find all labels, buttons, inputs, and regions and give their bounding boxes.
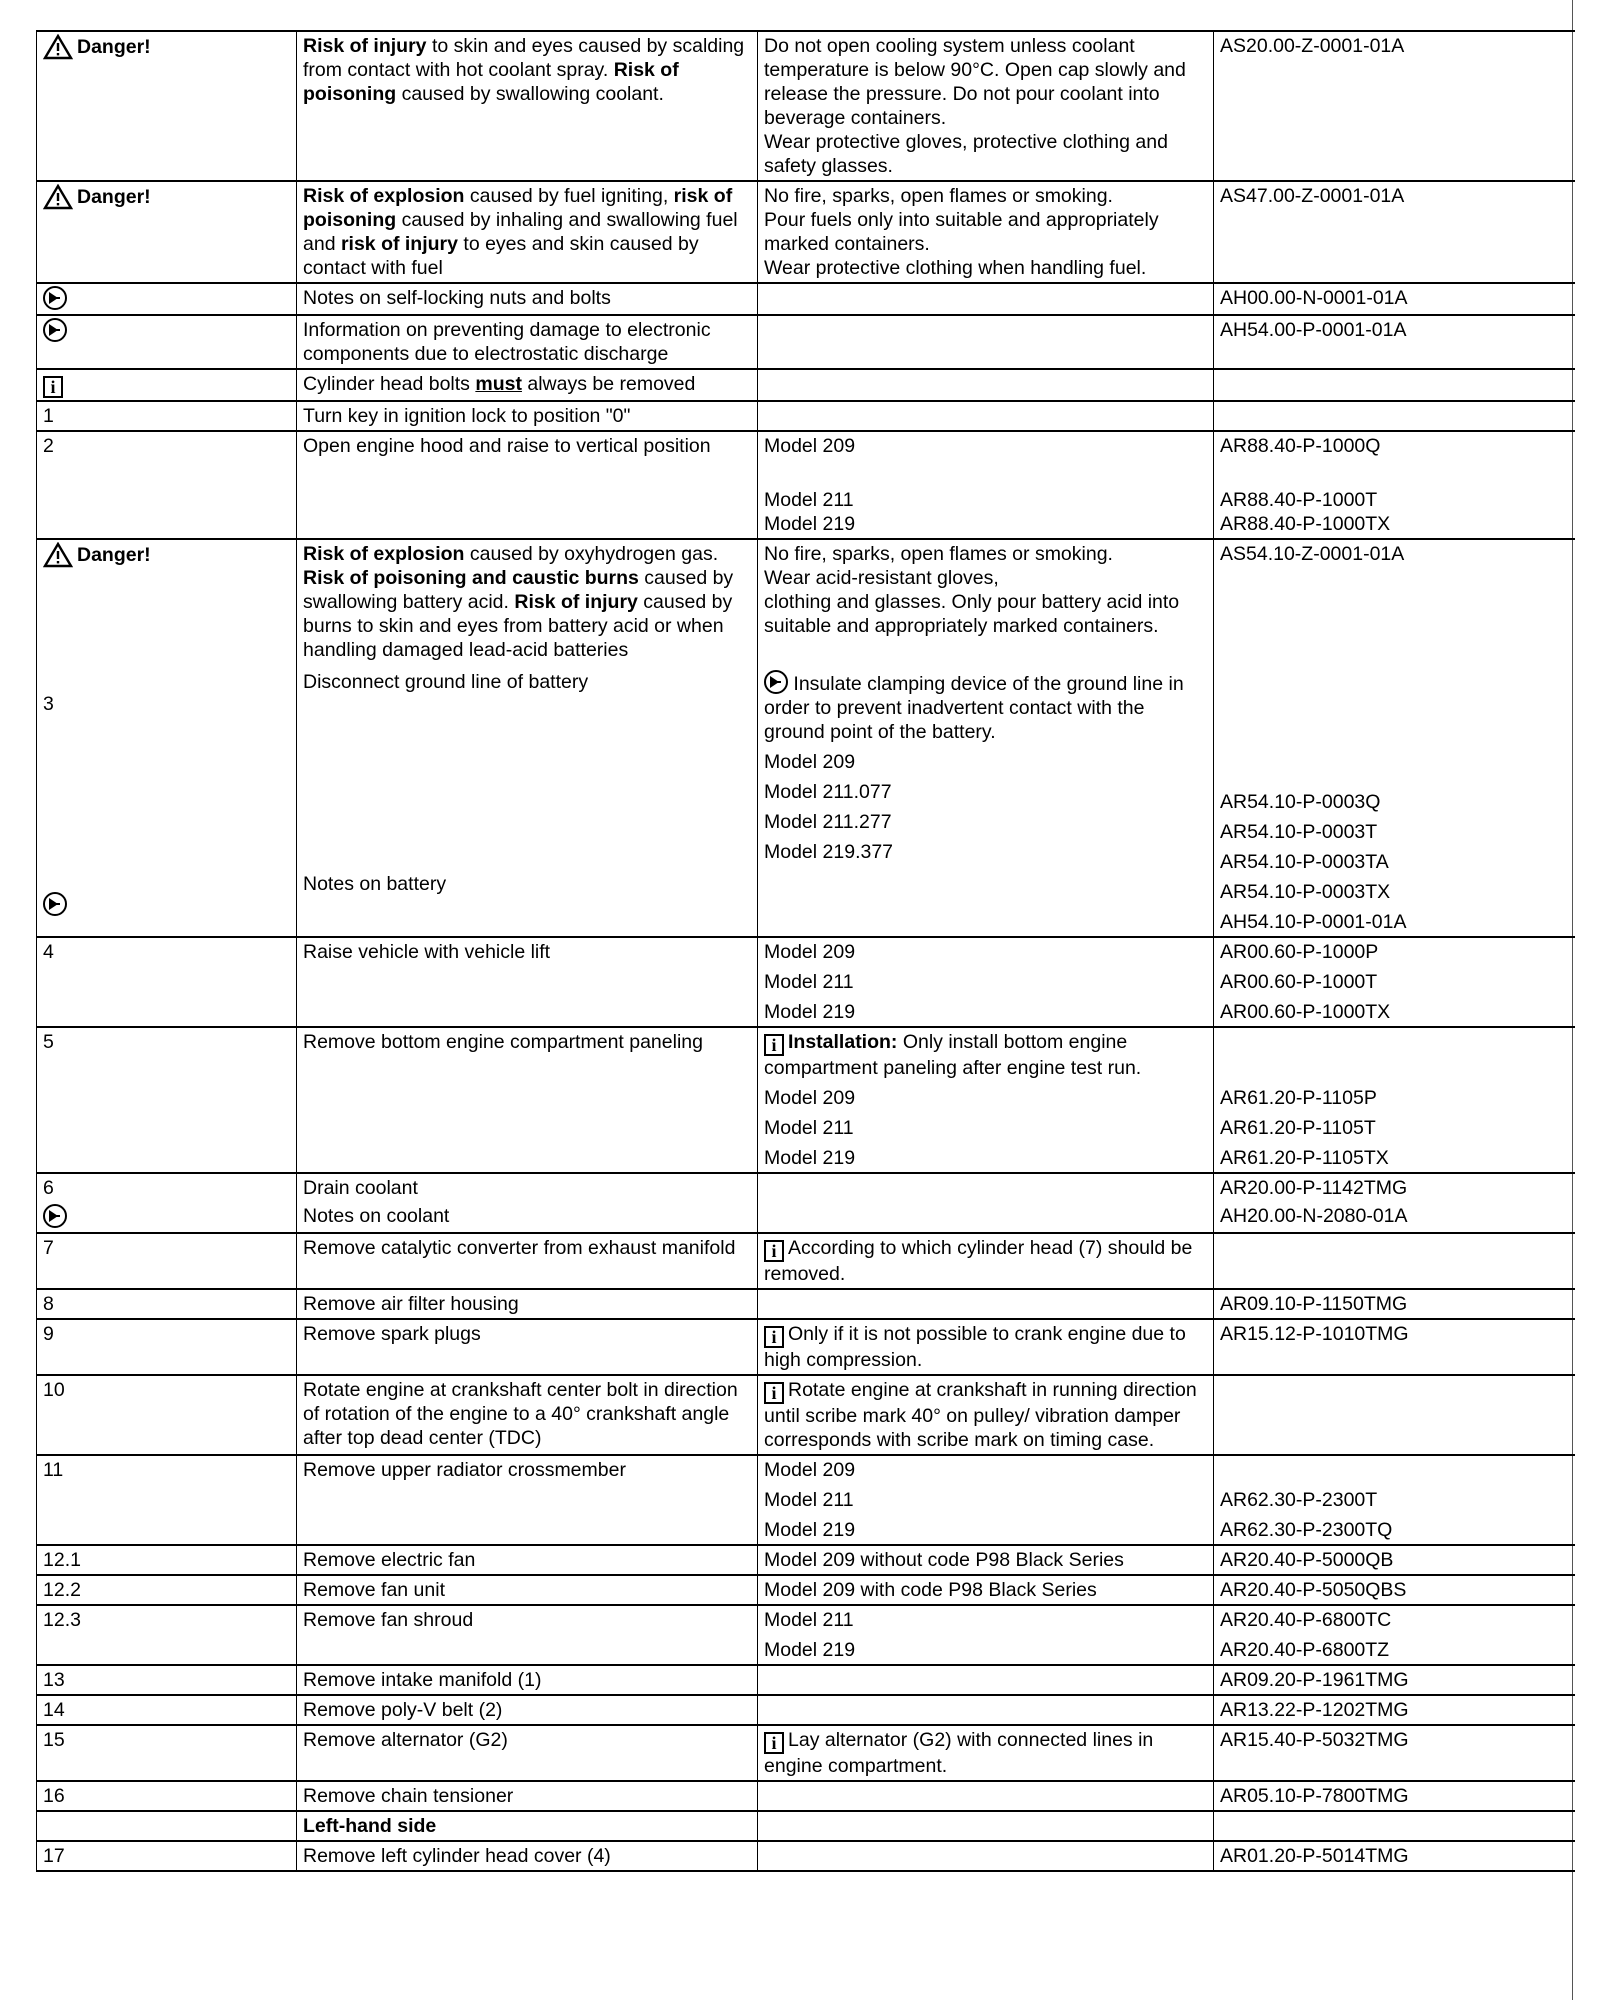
- reference-code: AR15.12-P-1010TMG: [1214, 1319, 1575, 1375]
- step-number: 3: [43, 693, 54, 715]
- step-description: Remove intake manifold (1): [297, 1665, 758, 1695]
- table-row: [37, 401, 1575, 431]
- reference-code: AR54.10-P-0003Q: [1220, 791, 1381, 813]
- reference-code: AR61.20-P-1105P AR61.20-P-1105T AR61.20-P-1105TX: [1214, 1027, 1575, 1173]
- reference-code: AR20.40-P-5050QBS: [1214, 1575, 1575, 1605]
- reference-code: AR54.10-P-0003TX: [1220, 881, 1391, 903]
- table-row: [37, 1455, 1575, 1545]
- table-row: [37, 1725, 1575, 1781]
- step-description: Raise vehicle with vehicle lift: [297, 937, 758, 1027]
- step-description: Remove upper radiator crossmember: [297, 1455, 758, 1545]
- table-row: [37, 1233, 1575, 1289]
- table-row: [37, 369, 1575, 401]
- reference-code: AH54.10-P-0001-01A: [1220, 911, 1407, 933]
- procedure-page: [36, 30, 1574, 1872]
- reference-code: AR88.40-P-1000Q AR88.40-P-1000T AR88.40-P-1000TX: [1214, 431, 1575, 539]
- step-number: 16: [37, 1781, 297, 1811]
- step-number: 12.3: [37, 1605, 297, 1665]
- reference-code: AH54.00-P-0001-01A: [1214, 315, 1575, 369]
- reference-code: AR09.10-P-1150TMG: [1214, 1289, 1575, 1319]
- step-number: 4: [37, 937, 297, 1027]
- step-description: Remove left cylinder head cover (4): [297, 1841, 758, 1871]
- info-icon: i: [764, 1034, 784, 1056]
- table-row: [37, 283, 1575, 315]
- table-row: [37, 1695, 1575, 1725]
- reference-code: AR62.30-P-2300T AR62.30-P-2300TQ: [1214, 1455, 1575, 1545]
- reference-code: AR00.60-P-1000P AR00.60-P-1000T AR00.60-P-1000TX: [1214, 937, 1575, 1027]
- reference-code: AR05.10-P-7800TMG: [1214, 1781, 1575, 1811]
- table-row: [37, 315, 1575, 369]
- table-row: [37, 1289, 1575, 1319]
- step-number: 9: [37, 1319, 297, 1375]
- step-number: 7: [37, 1233, 297, 1289]
- step-description: Remove electric fan: [297, 1545, 758, 1575]
- note-icon: [764, 670, 788, 694]
- reference-code: AR20.40-P-6800TC AR20.40-P-6800TZ: [1214, 1605, 1575, 1665]
- table-row: [37, 181, 1575, 283]
- info-note: i Installation: Only install bottom engine compartment paneling after engine test run.: [764, 1031, 1142, 1079]
- table-row: [37, 31, 1575, 181]
- model-note: Model 209 with code P98 Black Series: [758, 1575, 1214, 1605]
- step-description: Drain coolant: [303, 1177, 418, 1199]
- reference-code: AR13.22-P-1202TMG: [1214, 1695, 1575, 1725]
- info-note: i Only if it is not possible to crank engine due to high compression.: [758, 1319, 1214, 1375]
- model-list: Model 209 Model 211 Model 219: [758, 431, 1214, 539]
- step-number: 17: [37, 1841, 297, 1871]
- step-note: Insulate clamping device of the ground line in order to prevent inadvertent contact with the ground point of the battery.: [764, 670, 1207, 744]
- info-icon: i: [764, 1240, 784, 1262]
- danger-description: Risk of explosion caused by oxyhydrogen gas. Risk of poisoning and caustic burns caused by swallowing battery acid. Risk of injury caused by burns to skin and eyes from battery acid or when handling damaged lead-acid batteries: [303, 543, 734, 661]
- step-description: Information on preventing damage to electronic components due to electrostatic discharge: [297, 315, 758, 369]
- step-number: 2: [37, 431, 297, 539]
- table-row: [37, 1665, 1575, 1695]
- step-number: 6: [43, 1177, 54, 1199]
- table-row: [37, 539, 1575, 937]
- step-description: Remove spark plugs: [297, 1319, 758, 1375]
- model-list: Model 209 Model 211 Model 219: [758, 1455, 1214, 1545]
- step-number: 15: [37, 1725, 297, 1781]
- table-row: [37, 1811, 1575, 1841]
- step-description: Notes on self-locking nuts and bolts: [297, 283, 758, 315]
- step-description: Remove air filter housing: [297, 1289, 758, 1319]
- step-number: 11: [37, 1455, 297, 1545]
- step-description: Remove fan shroud: [297, 1605, 758, 1665]
- step-description: Remove chain tensioner: [297, 1781, 758, 1811]
- note-icon: [43, 1204, 67, 1228]
- reference-code: AR20.00-P-1142TMG: [1220, 1177, 1408, 1199]
- danger-notes: No fire, sparks, open flames or smoking. Pour fuels only into suitable and appropriately marked containers. Wear protective clothing when handling fuel.: [758, 181, 1214, 283]
- danger-description: Risk of explosion caused by fuel igniting, risk of poisoning caused by inhaling and swallowing fuel and risk of injury to eyes and skin caused by contact with fuel: [297, 181, 758, 283]
- step-number: 14: [37, 1695, 297, 1725]
- reference-code: AH20.00-N-2080-01A: [1220, 1205, 1408, 1227]
- step-description: Remove alternator (G2): [297, 1725, 758, 1781]
- step-number: 13: [37, 1665, 297, 1695]
- step-description: Rotate engine at crankshaft center bolt in direction of rotation of the engine to a 40° crankshaft angle after top dead center (TDC): [297, 1375, 758, 1455]
- reference-code: AS54.10-Z-0001-01A: [1220, 543, 1405, 565]
- procedure-table: [36, 30, 1575, 1872]
- note-icon: [43, 892, 67, 916]
- warning-triangle-icon: [43, 542, 73, 568]
- model-list: Model 209 Model 211.077 Model 211.277 Model 219.377: [764, 751, 894, 863]
- warning-triangle-icon: [43, 184, 73, 210]
- reference-code: AR54.10-P-0003TA: [1220, 851, 1389, 873]
- info-note: i Rotate engine at crankshaft in running direction until scribe mark 40° on pulley/ vibration damper corresponds with scribe mark on timing case.: [758, 1375, 1214, 1455]
- reference-code: AR15.40-P-5032TMG: [1214, 1725, 1575, 1781]
- danger-description: Risk of injury to skin and eyes caused by scalding from contact with hot coolant spray. Risk of poisoning caused by swallowing coolant.: [297, 31, 758, 181]
- step-description: Notes on battery: [303, 873, 447, 895]
- warning-triangle-icon: [43, 34, 73, 60]
- reference-code: AR54.10-P-0003T: [1220, 821, 1378, 843]
- step-description: Turn key in ignition lock to position "0": [297, 401, 758, 431]
- step-description: Cylinder head bolts must always be removed: [297, 369, 758, 401]
- info-icon: i: [764, 1732, 784, 1754]
- step-number: 5: [37, 1027, 297, 1173]
- step-description: Disconnect ground line of battery: [303, 671, 589, 693]
- model-list: Model 209 Model 211 Model 219: [764, 1087, 856, 1169]
- info-icon: i: [764, 1382, 784, 1404]
- info-icon: i: [43, 376, 63, 398]
- reference-code: AR09.20-P-1961TMG: [1214, 1665, 1575, 1695]
- table-row: [37, 1545, 1575, 1575]
- table-row: [37, 937, 1575, 1027]
- reference-code: AR01.20-P-5014TMG: [1214, 1841, 1575, 1871]
- step-description: Remove bottom engine compartment paneling: [297, 1027, 758, 1173]
- reference-code: AR20.40-P-5000QB: [1214, 1545, 1575, 1575]
- table-row: [37, 1781, 1575, 1811]
- reference-code: AS47.00-Z-0001-01A: [1214, 181, 1575, 283]
- table-row: [37, 1173, 1575, 1233]
- model-list: Model 209 Model 211 Model 219: [758, 937, 1214, 1027]
- section-heading: Left-hand side: [297, 1811, 758, 1841]
- step-description: Remove poly-V belt (2): [297, 1695, 758, 1725]
- danger-label: Danger!: [43, 542, 290, 568]
- danger-label: Danger!: [43, 34, 290, 60]
- info-note: i According to which cylinder head (7) should be removed.: [758, 1233, 1214, 1289]
- step-number: 12.2: [37, 1575, 297, 1605]
- note-icon: [43, 318, 67, 342]
- model-note: Model 209 without code P98 Black Series: [758, 1545, 1214, 1575]
- danger-label: Danger!: [43, 184, 290, 210]
- step-number: 8: [37, 1289, 297, 1319]
- info-note: i Lay alternator (G2) with connected lines in engine compartment.: [758, 1725, 1214, 1781]
- table-row: [37, 1575, 1575, 1605]
- table-row: [37, 1841, 1575, 1871]
- danger-notes: No fire, sparks, open flames or smoking. Wear acid-resistant gloves, clothing and glasses. Only pour battery acid into suitable and appropriately marked containers.: [764, 543, 1180, 637]
- info-icon: i: [764, 1326, 784, 1348]
- danger-notes: Do not open cooling system unless coolant temperature is below 90°C. Open cap slowly and release the pressure. Do not pour coolant into beverage containers. Wear protective gloves, protective clothing and safety glasses.: [758, 31, 1214, 181]
- step-description: Notes on coolant: [303, 1205, 450, 1227]
- table-row: [37, 1605, 1575, 1665]
- reference-code: AH00.00-N-0001-01A: [1214, 283, 1575, 315]
- step-description: Remove fan unit: [297, 1575, 758, 1605]
- step-number: 1: [37, 401, 297, 431]
- model-list: Model 211 Model 219: [758, 1605, 1214, 1665]
- step-description: Remove catalytic converter from exhaust manifold: [297, 1233, 758, 1289]
- step-description: Open engine hood and raise to vertical position: [297, 431, 758, 539]
- step-number: 10: [37, 1375, 297, 1455]
- table-row: [37, 1375, 1575, 1455]
- note-icon: [43, 286, 67, 310]
- reference-code: AS20.00-Z-0001-01A: [1214, 31, 1575, 181]
- table-row: [37, 1319, 1575, 1375]
- table-row: [37, 1027, 1575, 1173]
- step-number: 12.1: [37, 1545, 297, 1575]
- table-row: [37, 431, 1575, 539]
